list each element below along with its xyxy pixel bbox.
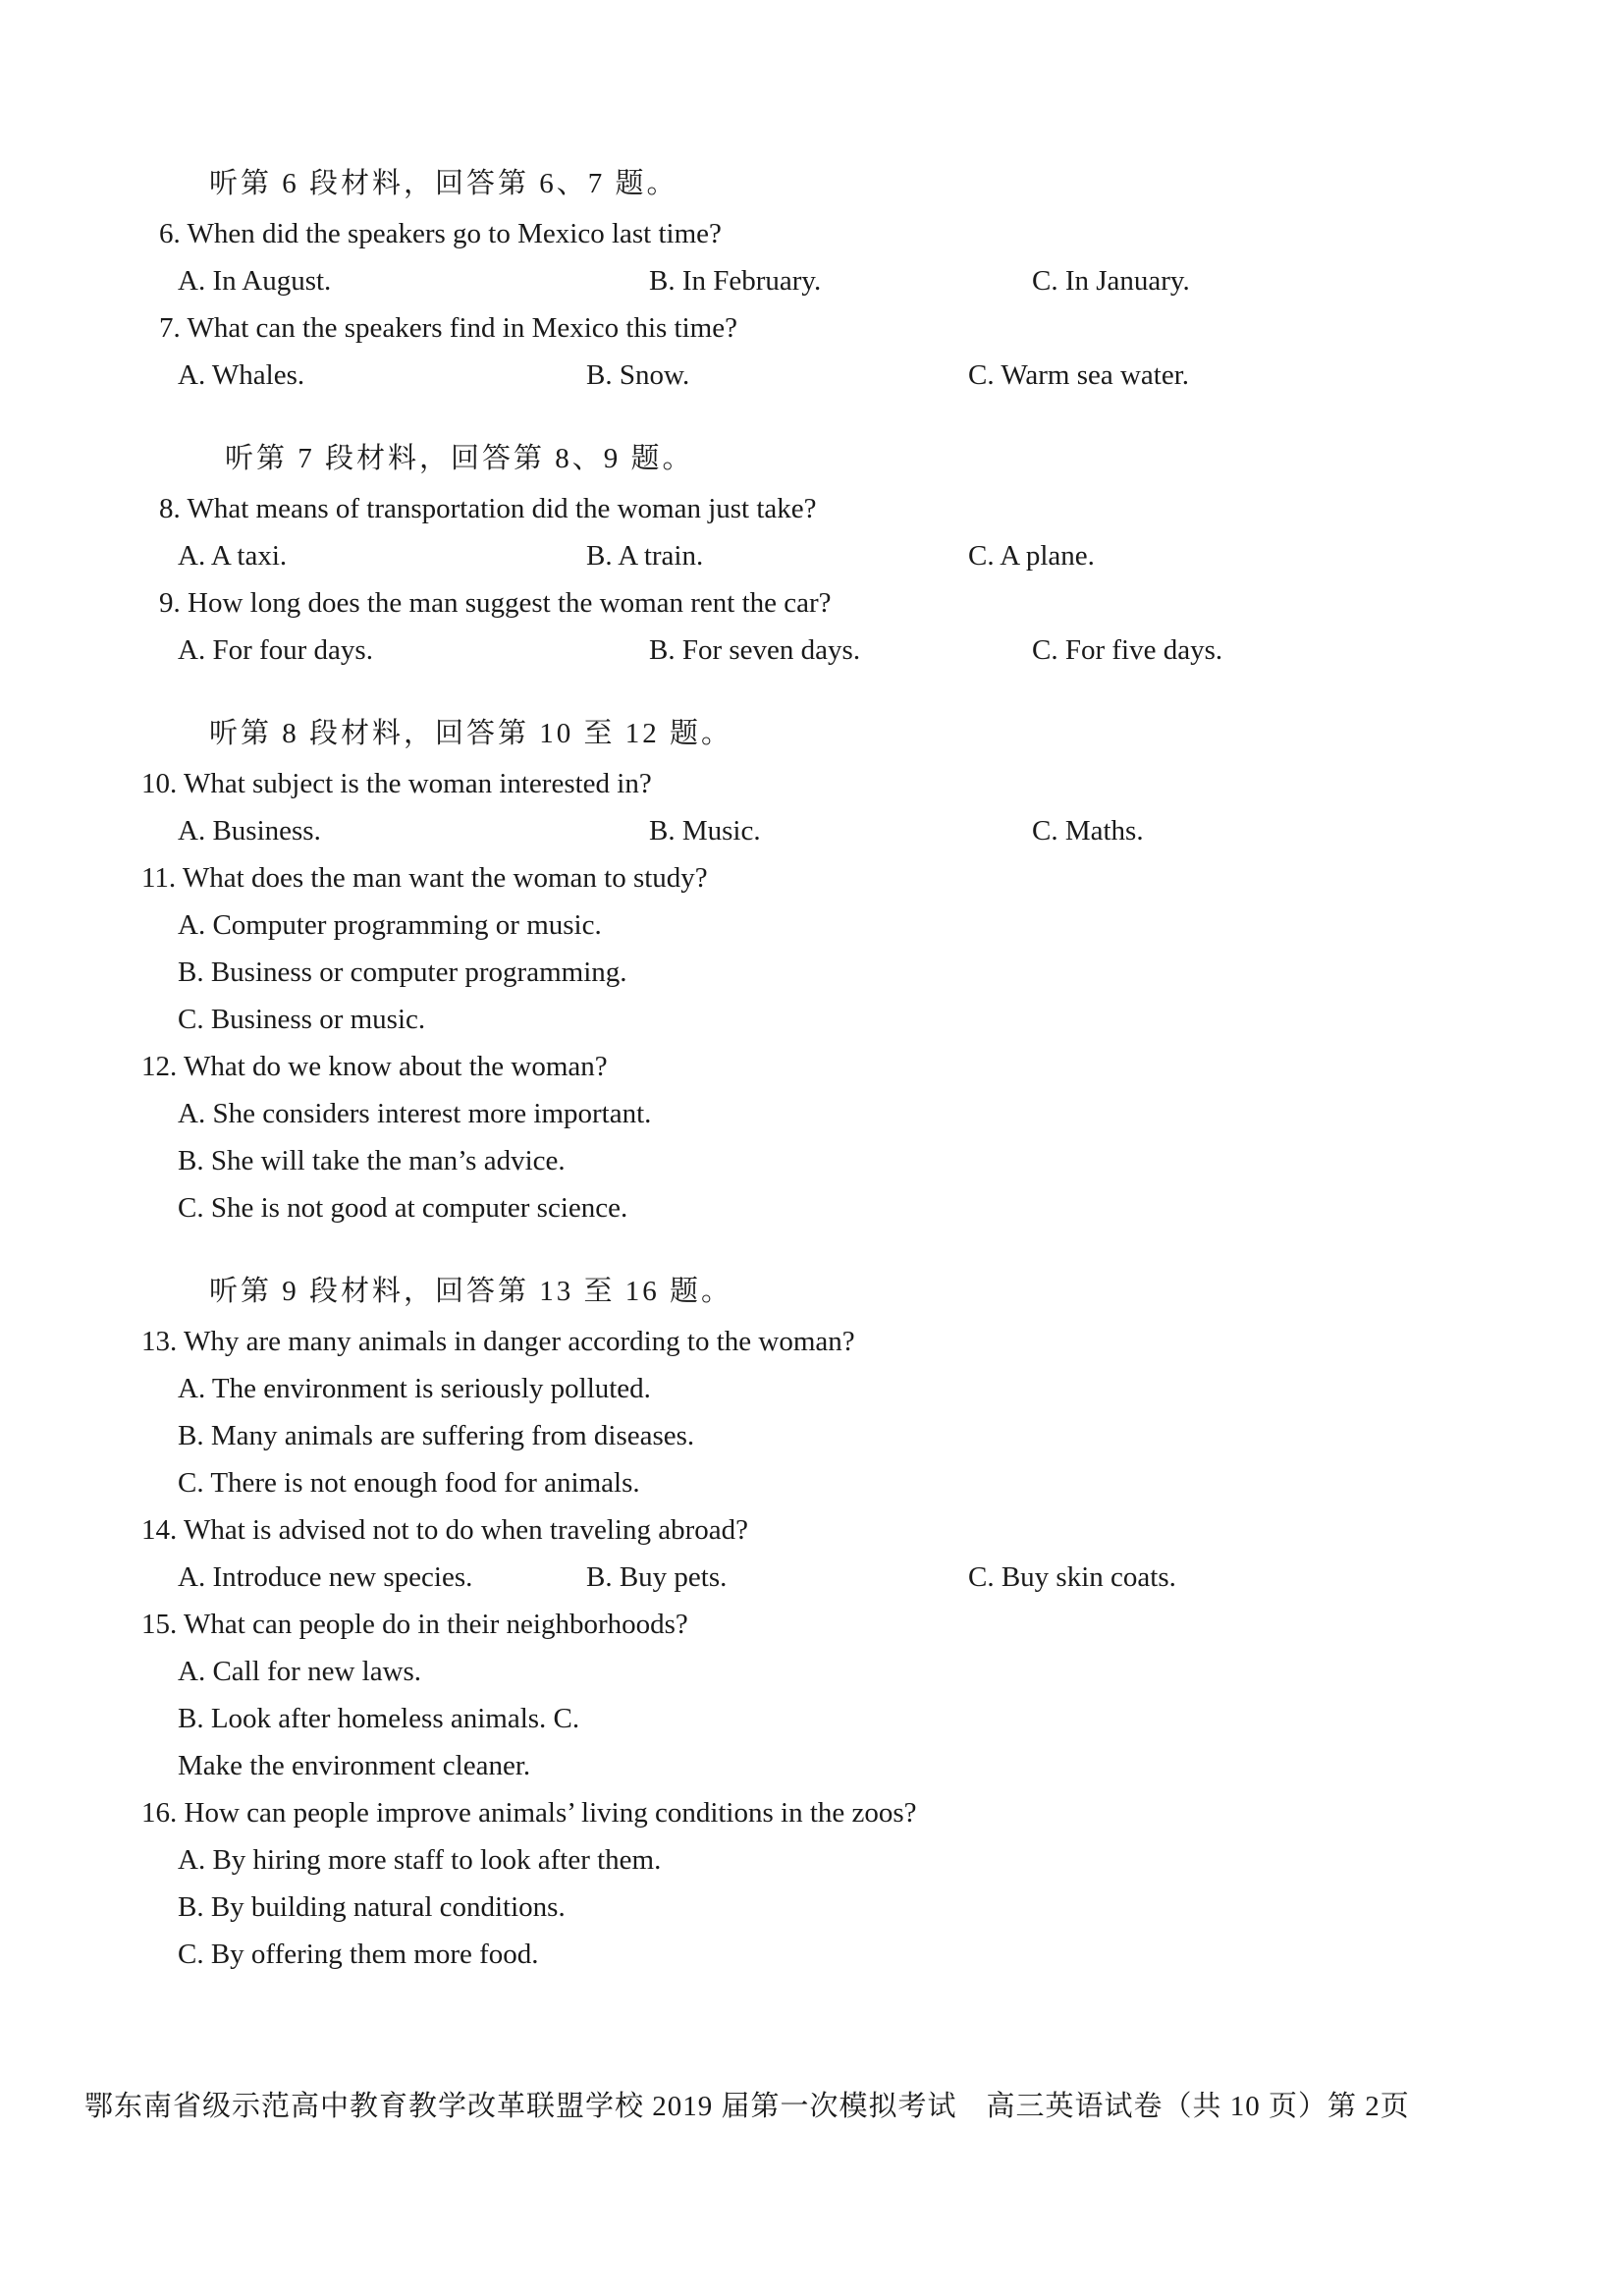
option-a: A. She considers interest more important. — [178, 1098, 652, 1129]
option-c: C. Business or music. — [178, 1004, 426, 1035]
question-text: 15. What can people do in their neighborhoods? — [141, 1609, 688, 1640]
option-a: A. Introduce new species. — [178, 1561, 473, 1593]
option-a: A. Business. — [178, 815, 321, 847]
option-b: B. By building natural conditions. — [178, 1891, 566, 1923]
option-c: C. There is not enough food for animals. — [178, 1467, 640, 1499]
option-c: C. In January. — [1032, 265, 1190, 297]
option-b: B. Look after homeless animals. C. — [178, 1703, 580, 1734]
option-c: Make the environment cleaner. — [178, 1750, 531, 1781]
option-a: A. By hiring more staff to look after them. — [178, 1844, 662, 1876]
section-heading: 听第 6 段材料，回答第 6、7 题。 — [209, 168, 678, 199]
question-text: 9. How long does the man suggest the woman rent the car? — [159, 587, 832, 619]
option-a: A. A taxi. — [178, 540, 288, 572]
option-c: C. She is not good at computer science. — [178, 1192, 628, 1224]
option-a: A. The environment is seriously polluted. — [178, 1373, 651, 1404]
question-text: 10. What subject is the woman interested in? — [141, 768, 652, 799]
option-c: C. Warm sea water. — [968, 359, 1190, 391]
option-b: B. Business or computer programming. — [178, 956, 627, 988]
option-a: A. In August. — [178, 265, 332, 297]
section-heading: 听第 7 段材料，回答第 8、9 题。 — [225, 443, 694, 474]
question-text: 14. What is advised not to do when traveling abroad? — [141, 1514, 748, 1546]
section-heading: 听第 8 段材料，回答第 10 至 12 题。 — [209, 718, 733, 749]
option-a: A. Call for new laws. — [178, 1656, 422, 1687]
page-footer: 鄂东南省级示范高中教育教学改革联盟学校 2019 届第一次模拟考试 高三英语试卷（共 10 页）第 2页 — [84, 2091, 1410, 2122]
option-c: C. By offering them more food. — [178, 1939, 539, 1970]
option-b: B. Many animals are suffering from diseases. — [178, 1420, 695, 1451]
option-b: B. Buy pets. — [586, 1561, 728, 1593]
option-c: C. For five days. — [1032, 634, 1223, 666]
question-text: 11. What does the man want the woman to study? — [141, 862, 708, 894]
question-text: 13. Why are many animals in danger according to the woman? — [141, 1326, 855, 1357]
option-a: A. For four days. — [178, 634, 373, 666]
question-text: 16. How can people improve animals’ living conditions in the zoos? — [141, 1797, 917, 1829]
option-c: C. A plane. — [968, 540, 1095, 572]
option-b: B. In February. — [649, 265, 822, 297]
option-b: B. Snow. — [586, 359, 690, 391]
option-a: A. Computer programming or music. — [178, 909, 602, 941]
option-b: B. A train. — [586, 540, 704, 572]
option-b: B. Music. — [649, 815, 761, 847]
option-b: B. For seven days. — [649, 634, 861, 666]
question-text: 12. What do we know about the woman? — [141, 1051, 608, 1082]
option-a: A. Whales. — [178, 359, 305, 391]
question-text: 6. When did the speakers go to Mexico last time? — [159, 218, 722, 249]
question-text: 8. What means of transportation did the woman just take? — [159, 493, 817, 524]
option-c: C. Buy skin coats. — [968, 1561, 1176, 1593]
option-b: B. She will take the man’s advice. — [178, 1145, 566, 1176]
option-c: C. Maths. — [1032, 815, 1144, 847]
question-text: 7. What can the speakers find in Mexico this time? — [159, 312, 737, 344]
section-heading: 听第 9 段材料，回答第 13 至 16 题。 — [209, 1276, 733, 1307]
